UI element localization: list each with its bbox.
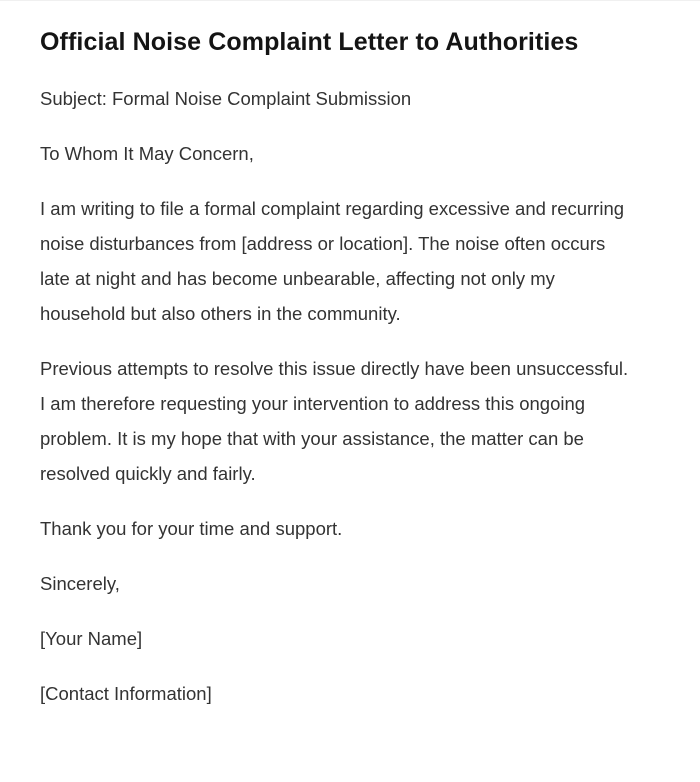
closing-thanks: Thank you for your time and support.: [40, 518, 343, 540]
body-paragraph-request: Previous attempts to resolve this issue directly have been unsuccessful. I am therefore requesting your intervention to address this ongoing problem. It is my hope that with your assistance, the matter can be resolved quickly and fairly.: [40, 358, 629, 485]
sign-off: Sincerely,: [40, 573, 120, 595]
subject-line: Subject: Formal Noise Complaint Submission: [40, 88, 412, 110]
signature-name-placeholder: [Your Name]: [40, 628, 143, 650]
salutation: To Whom It May Concern,: [40, 143, 254, 165]
letter-title: Official Noise Complaint Letter to Authorities: [40, 28, 579, 56]
body-paragraph-complaint: I am writing to file a formal complaint regarding excessive and recurring noise disturbances from [address or location]. The noise often occurs late at night and has become unbearable, affecting not only my household but also others in the community.: [40, 198, 625, 325]
signature-contact-placeholder: [Contact Information]: [40, 683, 212, 705]
